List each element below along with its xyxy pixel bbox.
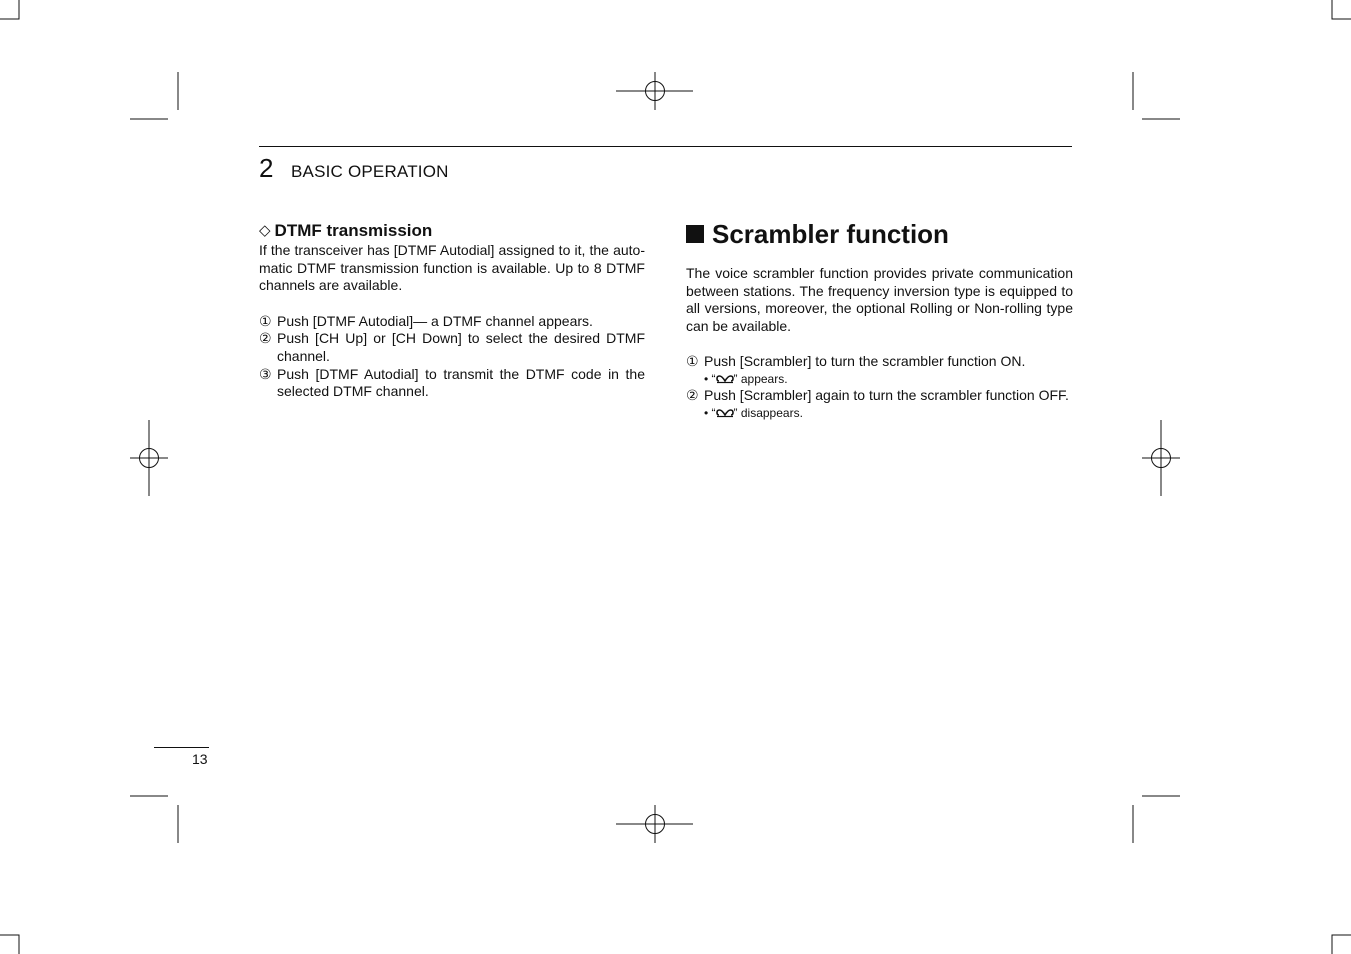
dtmf-heading [259,220,645,242]
step-number: ① [686,353,699,370]
dtmf-heading-text: DTMF transmission [274,221,433,240]
scrambler-intro: The voice scrambler function provides private communication between stations. The frequency inversion type is equipped to all versions, moreover, the optional Rolling or Non-rolling type can be available. [686,265,1073,334]
scrambler-heading-text: Scrambler function [712,219,949,249]
dtmf-steps [259,313,645,401]
scrambler-icon [716,373,734,384]
note-prefix: • “ [704,405,716,420]
chapter-number: 2 [259,153,274,183]
scrambler-steps [686,353,1073,371]
chapter-title: BASIC OPERATION [291,162,449,181]
step-note [686,371,1073,387]
step-number: ② [259,330,272,347]
diamond-icon: ◇ [259,222,271,239]
note-suffix: ” disappears. [733,405,803,420]
list-item [259,366,645,401]
note-prefix: • “ [704,371,716,386]
scrambler-steps-2 [686,387,1073,405]
dtmf-intro: If the transceiver has [DTMF Autodial] assigned to it, the auto-matic DTMF transmission function is available. Up to 8 DTMF channels are available. [259,242,645,294]
note-suffix: ” appears. [733,371,788,386]
scrambler-heading [686,218,1073,250]
scrambler-section [686,218,1073,421]
step-text: Push [Scrambler] again to turn the scrambler function OFF. [704,386,1069,403]
step-note [686,405,1073,421]
step-number: ③ [259,365,272,382]
list-item [259,313,645,331]
page-number-rule [154,747,209,748]
step-text: Push [Scrambler] to turn the scrambler function ON. [704,353,1026,370]
square-bullet-icon [686,225,704,243]
step-text: Push [DTMF Autodial] to transmit the DTMF code in the selected DTMF channel. [277,365,645,400]
step-number: ② [686,386,699,403]
page-number: 13 [192,751,208,767]
header-rule [259,146,1072,147]
list-item [686,387,1073,405]
step-text: Push [CH Up] or [CH Down] to select the desired DTMF channel. [277,330,645,364]
dtmf-section [259,220,645,401]
scrambler-icon [716,407,734,418]
list-item [686,353,1073,371]
step-text: Push [DTMF Autodial]— a DTMF channel appears. [277,312,593,329]
list-item [259,330,645,365]
step-number: ① [259,312,272,329]
